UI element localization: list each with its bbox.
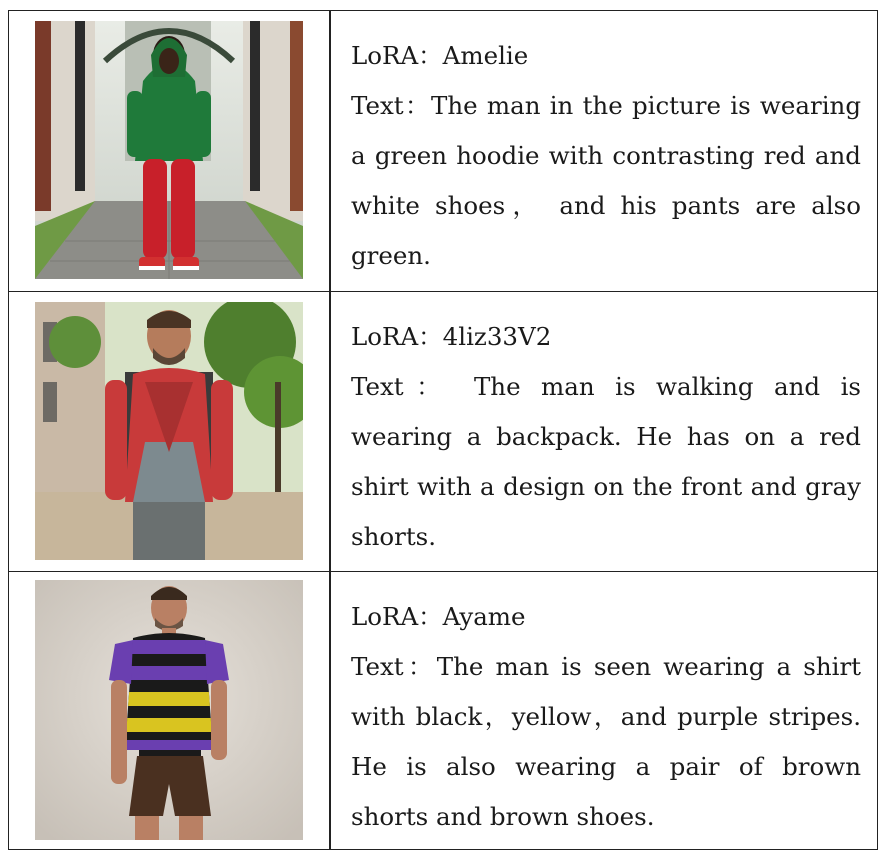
description-line: Text：The man is seen wearing a shirt [351,652,861,681]
description-line: Text： The man is walking and is [351,372,861,401]
column-divider [329,572,331,849]
description-line: a green hoodie with contrasting red and [351,141,861,170]
table-row [9,291,877,571]
description-line: white shoes， and his pants are also [351,191,861,220]
generated-image-green-hoodie [35,21,303,279]
description-cell [351,592,861,842]
description-cell [351,312,861,562]
description-line: shirt with a design on the front and gray [351,472,861,501]
column-divider [329,292,331,571]
description-line: He is also wearing a pair of brown [351,752,861,781]
description-line: Text：The man in the picture is wearing [351,91,861,120]
generated-image-striped-shirt [35,580,303,840]
comparison-table [8,10,878,850]
description-line: shorts and brown shoes. [351,802,655,831]
description-line: green. [351,241,431,270]
lora-label: LoRA：Ayame [351,602,526,631]
lora-label: LoRA：Amelie [351,41,529,70]
column-divider [329,11,331,291]
description-line: wearing a backpack. He has on a red [351,422,861,451]
description-cell [351,31,861,281]
table-row [9,11,877,291]
generated-image-backpack [35,302,303,560]
table-row [9,571,877,849]
description-line: with black，yellow，and purple stripes. [351,702,861,731]
description-line: shorts. [351,522,437,551]
lora-label: LoRA：4liz33V2 [351,322,552,351]
